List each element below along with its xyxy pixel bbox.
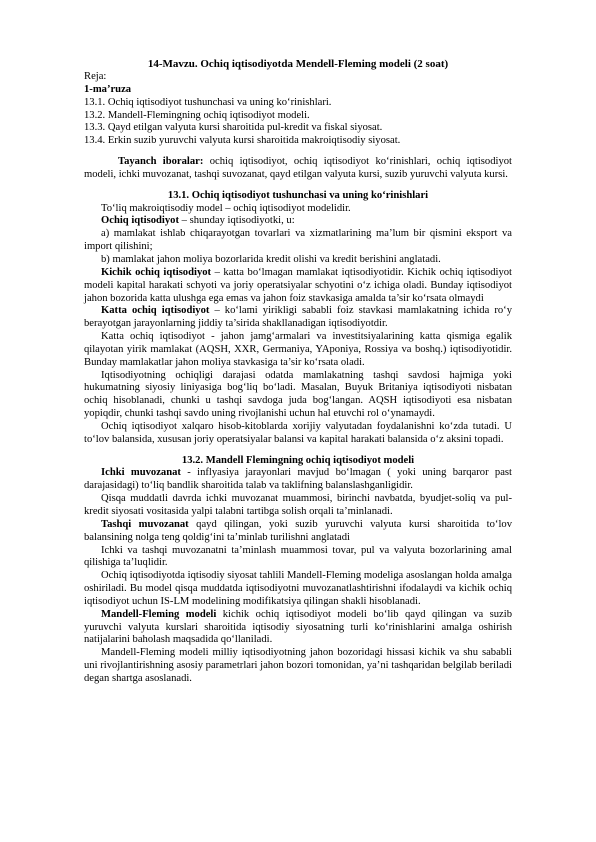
paragraph: Katta ochiq iqtisodiyot - jahon jamg‘armalari va investitsiyalarining katta qismiga egalik qilayotan yirik mamlakat (AQSH, XXR, Germaniya, YAponiya, Rossiya va boshq.) iqtisodiyotidir. Bunday mamlakatlar jahon moliya stavkasiga ta’sir ko‘rsata oladi. <box>84 331 512 368</box>
term: Kichik ochiq iqtisodiyot <box>101 266 212 278</box>
document-title: 14-Mavzu. Ochiq iqtisodiyotda Mendell-Fleming modeli (2 soat) <box>147 58 449 70</box>
paragraph: Ochiq iqtisodiyotda iqtisodiy siyosat tahlili Mandell-Fleming modeliga asoslangan holda amalga oshiriladi. Bu model qisqa muddatda iqtisodiyotni muvozanatlashtirishni ifodalaydi va kichik ochiq iqtisodiyot uchun IS-LM modelining modifikatsiya qilingan shakli hisoblanadi. <box>84 570 512 607</box>
paragraph <box>84 267 512 306</box>
paragraph: Qisqa muddatli davrda ichki muvozanat muammosi, birinchi navbatda, byudjet-soliq va pul-kredit siyosati vositasida yalpi talabni tartibga solish orqali ta’minlanadi. <box>84 493 512 517</box>
term: Ichki muvozanat <box>101 467 181 479</box>
paragraph: a) mamlakat ishlab chiqarayotgan tovarlari va xizmatlarining ma’lum bir qismini eksport va import qilishini; <box>84 228 512 253</box>
paragraph <box>84 609 512 648</box>
paragraph <box>84 519 512 545</box>
paragraph: Mandell-Fleming modeli milliy iqtisodiyotning jahon bozoridagi hissasi kichik va shu sababli uni rivojlantirishning asosiy parametrlari jahon bozori tomonidan, ya’ni tashqaridan belgilab beriladi degan shartga asoslanadi. <box>84 647 512 684</box>
paragraph-text: - inflyasiya jarayonlari mavjud bo‘lmagan ( yoki uning barqaror past darajasidagi) to‘liq bandlik sharoitida talab va taklifning balanslashganligidir. <box>84 467 512 492</box>
keywords-text: ochiq iqtisodiyot, ochiq iqtisodiyot ko‘rinishlari, ochiq iqtisodiyot modeli, ichki muvozanat, tashqi suvozanat, qayd etilgan valyuta kursi, suzib yuruvchi valyuta kursi. <box>84 156 512 180</box>
plan-item: 13.3. Qayd etilgan valyuta kursi sharoitida pul-kredit va fiskal siyosat. <box>84 122 383 134</box>
term: Ochiq iqtisodiyot <box>101 215 179 227</box>
paragraph: To‘liq makroiqtisodiy model – ochiq iqtisodiyot modelidir. <box>101 202 351 214</box>
section-heading: 13.1. Ochiq iqtisodiyot tushunchasi va uning ko‘rinishlari <box>167 189 429 201</box>
paragraph: b) mamlakat jahon moliya bozorlarida kredit olishi va kredit berishini anglatadi. <box>101 253 441 265</box>
plan-item: 13.4. Erkin suzib yuruvchi valyuta kursi sharoitida makroiqtisodiy siyosat. <box>84 135 401 147</box>
paragraph-text: – katta bo‘lmagan mamlakat iqtisodiyotidir. Kichik ochiq iqtisodiyot modeli kapital harakati schyoti va joriy operatsiyalar schyotini o‘z ichiga oladi. Bunday iqtisodiyot jahon bozorida katta ulushga ega emas va jahon foiz stavkasiga amalda ta’sir ko‘rsata olmaydi <box>84 266 513 304</box>
term: Tashqi muvozanat <box>101 518 189 530</box>
plan-list <box>84 97 512 148</box>
paragraph-text: qayd qilingan, yoki suzib yuruvchi valyuta kursi sharoitida to‘lov balansining nolga teng qoldig‘ini ta’minlab turilishni anglatadi <box>84 518 512 543</box>
plan-item: 13.1. Ochiq iqtisodiyot tushunchasi va uning ko‘rinishlari. <box>84 96 332 108</box>
paragraph: Ichki va tashqi muvozanatni ta’minlash muammosi tovar, pul va valyuta bozorlarining amal qilishiga ta’luqlidir. <box>84 544 512 569</box>
section-heading: 13.2. Mandell Flemingning ochiq iqtisodiyot modeli <box>181 454 415 466</box>
plan-item: 13.2. Mandell-Flemingning ochiq iqtisodiyot modeli. <box>84 109 310 121</box>
keywords-paragraph <box>84 156 512 182</box>
plan-label: Reja: <box>84 71 107 82</box>
lecture-label: 1-ma’ruza <box>84 83 132 95</box>
paragraph <box>84 215 512 228</box>
paragraph-text: kichik ochiq iqtisodiyot modeli bo‘lib qayd qilingan va suzib yuruvchi valyuta kurslari sharoitida iqtisodiy siyosatning turli ko‘rinishlarini amalga oshirish natijalarini baholash maqsadida qo‘llaniladi. <box>84 608 512 646</box>
paragraph <box>84 467 512 493</box>
paragraph-text: – ko‘lami yirikligi sababli foiz stavkasi mamlakatning ichida ro‘y berayotgan jarayonlarning jiddiy ta’sirida shakllanadigan iqtisodiyotdir. <box>84 305 512 330</box>
paragraph: Ochiq iqtisodiyot xalqaro hisob-kitoblarda xorijiy valyutadan foydalanishni ko‘zda tutadi. U to‘lov balansida, xususan joriy operatsiyalar balansi va kapital harakati balansida o‘z aksini topadi. <box>84 420 512 445</box>
term: Mandell-Fleming modeli <box>101 608 217 620</box>
paragraph: Iqtisodiyotning ochiqligi darajasi odatda mamlakatning tashqi savdosi hajmiga yoki hukumatning siyosiy liniyasiga bog‘liq bo‘ladi. Masalan, Buyuk Britaniya iqtisodiyoti nisbatan ochiq hisoblanadi, chunki u tashqi savdoga juda bog‘langan. AQSH iqtisodiyoti esa nisbatan yopiqdir, chunki tashqi savdo uning rivojlanishi uchun hal etuvchi rol o‘ynamaydi. <box>84 369 512 420</box>
term: Katta ochiq iqtisodiyot <box>101 305 210 317</box>
paragraph <box>84 305 512 331</box>
keywords-label: Tayanch iboralar: <box>118 156 204 168</box>
document-page <box>84 58 512 686</box>
paragraph-text: – shunday iqtisodiyotki, u: <box>179 215 295 227</box>
